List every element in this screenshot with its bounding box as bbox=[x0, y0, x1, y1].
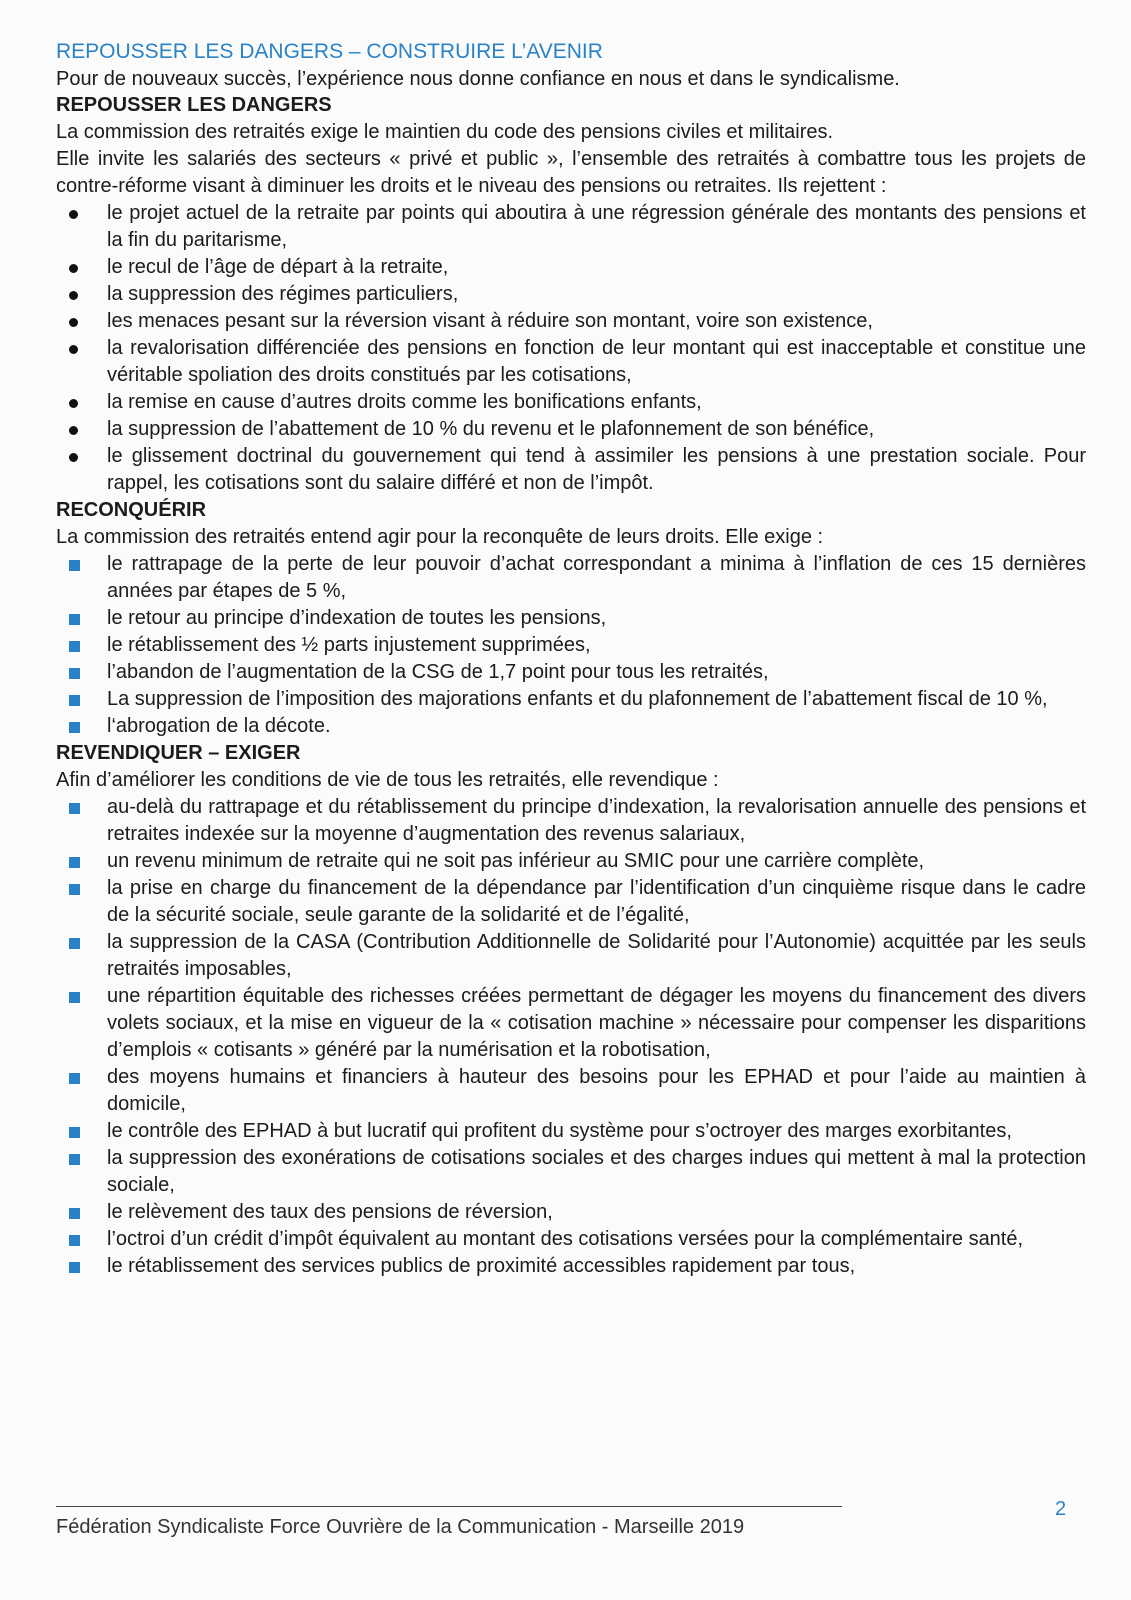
list-item-text: l’octroi d’un crédit d’impôt équivalent au montant des cotisations versées pour la complémentaire santé, bbox=[107, 1228, 1024, 1250]
list-item-text: la suppression de l’abattement de 10 % du revenu et le plafonnement de son bénéfice, bbox=[107, 418, 875, 440]
list-item bbox=[56, 416, 1086, 443]
list-item-text: la suppression de la CASA (Contribution Additionnelle de Solidarité pour l’Autonomie) acquittée par les seuls retraités imposables, bbox=[107, 931, 1086, 980]
bullet-square-icon bbox=[69, 614, 80, 625]
footer-text: Fédération Syndicaliste Force Ouvrière de la Communication - Marseille 2019 bbox=[56, 1516, 745, 1538]
bullet-dot-icon bbox=[69, 264, 78, 273]
list-item bbox=[56, 335, 1086, 389]
list-item-text: des moyens humains et financiers à hauteur des besoins pour les EPHAD et pour l’aide au maintien à domicile, bbox=[107, 1066, 1086, 1115]
list-item-text: la remise en cause d’autres droits comme les bonifications enfants, bbox=[107, 391, 702, 413]
section-paragraph: La commission des retraités entend agir pour la reconquête de leurs droits. Elle exige : bbox=[56, 526, 824, 548]
section-repousser bbox=[56, 92, 1086, 497]
list-item bbox=[56, 1145, 1086, 1199]
bullet-square-icon bbox=[69, 668, 80, 679]
list-item bbox=[56, 308, 1086, 335]
list-item bbox=[56, 1226, 1086, 1253]
bullet-square-icon bbox=[69, 992, 80, 1003]
bullet-square-icon bbox=[69, 884, 80, 895]
list-item-text: le rétablissement des services publics de proximité accessibles rapidement par tous, bbox=[107, 1255, 856, 1277]
bullet-square-icon bbox=[69, 1127, 80, 1138]
intro-text: Pour de nouveaux succès, l’expérience nous donne confiance en nous et dans le syndicalisme. bbox=[56, 68, 900, 90]
list-item-text: l‘abrogation de la décote. bbox=[107, 715, 331, 737]
bullet-square-icon bbox=[69, 641, 80, 652]
list-item bbox=[56, 794, 1086, 848]
section-paragraph: Elle invite les salariés des secteurs « privé et public », l’ensemble des retraités à combattre tous les projets de contre-réforme visant à diminuer les droits et le niveau des pensions ou retraites. Ils rejettent : bbox=[56, 148, 1086, 197]
bullet-dot-icon bbox=[69, 318, 78, 327]
bullet-square-icon bbox=[69, 938, 80, 949]
list-item-text: la suppression des exonérations de cotisations sociales et des charges indues qui mettent à mal la protection sociale, bbox=[107, 1147, 1086, 1196]
list-item-text: une répartition équitable des richesses créées permettant de dégager les moyens du financement des divers volets sociaux, et la mise en vigueur de la « cotisation machine » nécessaire pour compenser les disparitions d’emplois « cotisants » généré par la numérisation et la robotisation, bbox=[107, 985, 1086, 1061]
list-item-text: la prise en charge du financement de la dépendance par l’identification d’un cinquième risque dans le cadre de la sécurité sociale, seule garante de la solidarité et de l’égalité, bbox=[107, 877, 1086, 926]
bullet-square-icon bbox=[69, 1154, 80, 1165]
bullet-dot-icon bbox=[69, 210, 78, 219]
list-item-text: les menaces pesant sur la réversion visant à réduire son montant, voire son existence, bbox=[107, 310, 873, 332]
footer-divider bbox=[56, 1506, 842, 1507]
section-paragraph: La commission des retraités exige le maintien du code des pensions civiles et militaires. bbox=[56, 121, 834, 143]
list-item-text: l’abandon de l’augmentation de la CSG de 1,7 point pour tous les retraités, bbox=[107, 661, 769, 683]
bullet-square-icon bbox=[69, 560, 80, 571]
list-item bbox=[56, 281, 1086, 308]
list-item bbox=[56, 254, 1086, 281]
section-paragraph: Afin d’améliorer les conditions de vie de tous les retraités, elle revendique : bbox=[56, 769, 719, 791]
list-item-text: la revalorisation différenciée des pensions en fonction de leur montant qui est inacceptable et constitue une véritable spoliation des droits constitués par les cotisations, bbox=[107, 337, 1086, 386]
list-item bbox=[56, 443, 1086, 497]
bullet-list bbox=[56, 551, 1086, 740]
list-item-text: le retour au principe d’indexation de toutes les pensions, bbox=[107, 607, 607, 629]
list-item bbox=[56, 983, 1086, 1064]
list-item-text: la suppression des régimes particuliers, bbox=[107, 283, 459, 305]
list-item-text: La suppression de l’imposition des majorations enfants et du plafonnement de l’abattement fiscal de 10 %, bbox=[107, 688, 1048, 710]
section-reconquerir bbox=[56, 497, 1086, 740]
bullet-square-icon bbox=[69, 1073, 80, 1084]
list-item bbox=[56, 551, 1086, 605]
list-item-text: le rattrapage de la perte de leur pouvoir d’achat correspondant a minima à l’inflation de ces 15 dernières années par étapes de 5 %, bbox=[107, 553, 1086, 602]
section-heading: RECONQUÉRIR bbox=[56, 499, 207, 521]
list-item-text: au-delà du rattrapage et du rétablissement du principe d’indexation, la revalorisation annuelle des pensions et retraites indexée sur la moyenne d’augmentation des revenus salariaux, bbox=[107, 796, 1086, 845]
list-item-text: le rétablissement des ½ parts injustement supprimées, bbox=[107, 634, 591, 656]
bullet-dot-icon bbox=[69, 291, 78, 300]
bullet-square-icon bbox=[69, 695, 80, 706]
section-heading: REVENDIQUER – EXIGER bbox=[56, 742, 301, 764]
bullet-square-icon bbox=[69, 1235, 80, 1246]
list-item-text: le contrôle des EPHAD à but lucratif qui profitent du système pour s’octroyer des marges exorbitantes, bbox=[107, 1120, 1012, 1142]
list-item bbox=[56, 1253, 1086, 1280]
bullet-list bbox=[56, 200, 1086, 497]
section-revendiquer bbox=[56, 740, 1086, 1280]
list-item bbox=[56, 200, 1086, 254]
list-item bbox=[56, 389, 1086, 416]
page-number: 2 bbox=[1055, 1498, 1067, 1520]
list-item bbox=[56, 686, 1086, 713]
document-title: REPOUSSER LES DANGERS – CONSTRUIRE L’AVENIR bbox=[56, 40, 603, 63]
list-item bbox=[56, 1199, 1086, 1226]
bullet-list bbox=[56, 794, 1086, 1280]
bullet-dot-icon bbox=[69, 453, 78, 462]
document-page bbox=[56, 38, 1086, 1280]
section-heading: REPOUSSER LES DANGERS bbox=[56, 94, 332, 116]
list-item-text: le recul de l’âge de départ à la retraite, bbox=[107, 256, 449, 278]
list-item bbox=[56, 1118, 1086, 1145]
bullet-dot-icon bbox=[69, 426, 78, 435]
list-item bbox=[56, 1064, 1086, 1118]
list-item bbox=[56, 875, 1086, 929]
list-item bbox=[56, 605, 1086, 632]
list-item-text: le glissement doctrinal du gouvernement qui tend à assimiler les pensions à une prestation sociale. Pour rappel, les cotisations sont du salaire différé et non de l’impôt. bbox=[107, 445, 1086, 494]
list-item-text: le projet actuel de la retraite par points qui aboutira à une régression générale des montants des pensions et la fin du paritarisme, bbox=[107, 202, 1086, 251]
bullet-square-icon bbox=[69, 1262, 80, 1273]
list-item bbox=[56, 929, 1086, 983]
list-item-text: un revenu minimum de retraite qui ne soit pas inférieur au SMIC pour une carrière complète, bbox=[107, 850, 925, 872]
list-item bbox=[56, 848, 1086, 875]
bullet-dot-icon bbox=[69, 399, 78, 408]
list-item bbox=[56, 632, 1086, 659]
list-item-text: le relèvement des taux des pensions de réversion, bbox=[107, 1201, 553, 1223]
list-item bbox=[56, 659, 1086, 686]
bullet-square-icon bbox=[69, 1208, 80, 1219]
bullet-square-icon bbox=[69, 803, 80, 814]
bullet-square-icon bbox=[69, 722, 80, 733]
bullet-dot-icon bbox=[69, 345, 78, 354]
list-item bbox=[56, 713, 1086, 740]
bullet-square-icon bbox=[69, 857, 80, 868]
